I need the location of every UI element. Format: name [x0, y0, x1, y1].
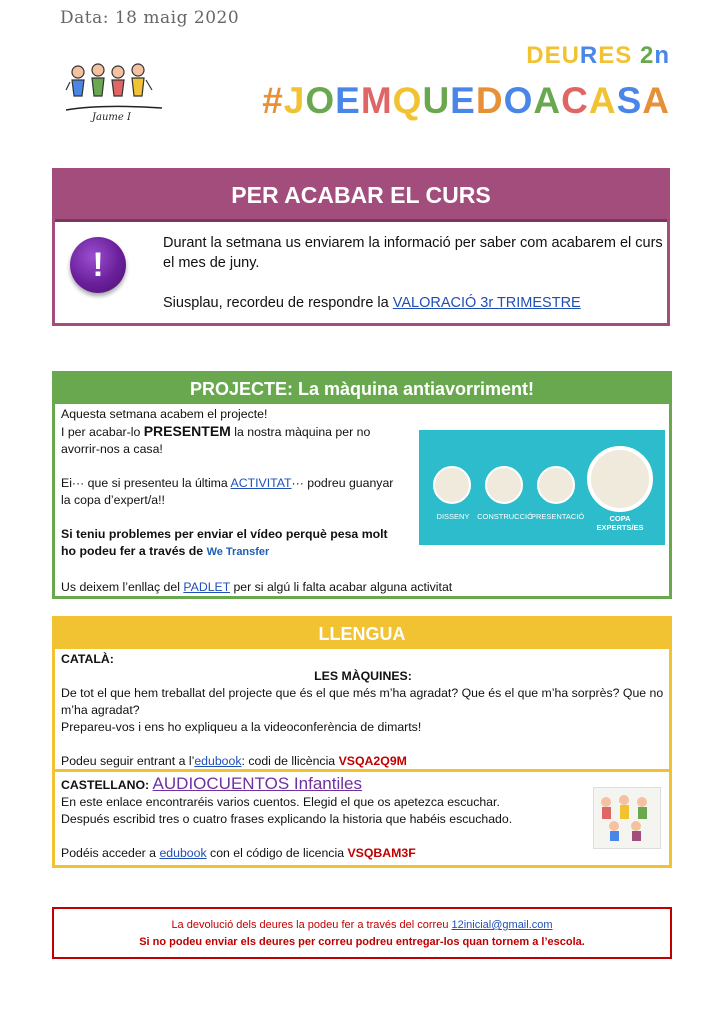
catala-label: CATALÀ: [61, 652, 114, 666]
castellano-heading-line [61, 775, 601, 794]
acabar-curs-heading: PER ACABAR EL CURS [55, 171, 667, 222]
school-logo [62, 60, 168, 126]
valoracio-prefix: Siusplau, recordeu de respondre la [163, 295, 393, 311]
activitat-link[interactable]: ACTIVITAT [230, 476, 292, 490]
exclamation-icon: ! [70, 237, 126, 293]
edubook-link-cat[interactable]: edubook [194, 754, 242, 768]
projecte-line-3b: ··· podreu guanyar la copa d’expert/a!! [61, 476, 394, 507]
deures-letter: E [544, 42, 562, 69]
logo-text: Jaume I [92, 112, 131, 123]
acabar-curs-box [52, 168, 670, 326]
email-link[interactable]: 12inicial@gmail.com [451, 919, 553, 931]
castellano-edubook-prefix: Podéis acceder a [61, 846, 160, 860]
castellano-code-label: con el código de licencia [206, 846, 348, 860]
castellano-licence-code: VSQBAM3F [347, 846, 416, 860]
edubook-link-cast[interactable]: edubook [159, 846, 207, 860]
projecte-box [52, 371, 672, 599]
deures-letter: D [526, 42, 545, 69]
llengua-heading: LLENGUA [55, 619, 669, 649]
hashtag-title [262, 80, 670, 122]
padlet-prefix: Us deixem l’enllaç del [61, 580, 184, 594]
catala-licence-code: VSQA2Q9M [338, 754, 407, 768]
video-icon [537, 466, 575, 504]
hashtag-letter: U [422, 80, 451, 121]
castellano-label: CASTELLANO: [61, 778, 153, 792]
section-divider [55, 769, 669, 772]
footer-line-1-prefix: La devolució dels deures la podeu fer a través del correu [171, 919, 452, 931]
catala-section [61, 651, 665, 770]
footer-box [52, 907, 672, 959]
valoracio-link[interactable]: VALORACIÓ 3r TRIMESTRE [392, 295, 581, 311]
storybook-characters-image [593, 787, 661, 849]
date-label: Data: 18 maig 2020 [60, 8, 240, 28]
deures-letter: R [579, 42, 599, 69]
lightbulb-icon [433, 466, 471, 504]
audiocuentos-link[interactable]: AUDIOCUENTOS Infantiles [152, 774, 362, 793]
valoracio-line [163, 293, 663, 313]
hashtag-letter: C [561, 80, 589, 121]
wetransfer-link[interactable]: We Transfer [206, 546, 270, 558]
deures-title [526, 42, 670, 70]
projecte-line-3 [61, 475, 401, 509]
catala-edubook-line [61, 753, 665, 770]
catala-prep: Prepareu-vos i ens ho expliqueu a la videoconferència de dimarts! [61, 720, 422, 734]
projecte-line-3a: Ei··· que si presenteu la última [61, 476, 231, 490]
hashtag-letter: A [533, 80, 562, 121]
maquines-title: LES MÀQUINES: [314, 669, 412, 683]
step-label: PRESENTACIÓ [531, 512, 585, 521]
hashtag-letter: J [283, 80, 306, 121]
gears-icon [485, 466, 523, 504]
deures-letter [632, 42, 640, 69]
projecte-line-2c: la nostra màquina per no avorrir-nos a casa! [61, 425, 371, 456]
footer-line-1 [54, 917, 670, 934]
hashtag-letter: A [642, 80, 670, 121]
catala-questions: De tot el que hem treballat del projecte que és el que més m’ha agradat? Que és el que m’ha sorprès? Que no m’ha agradat? [61, 686, 664, 717]
acabar-info-text: Durant la setmana us enviarem la informació per saber com acabarem el curs el mes de juny. [163, 235, 663, 271]
llengua-box [52, 616, 672, 868]
hashtag-letter: E [335, 80, 361, 121]
castellano-text-2: Después escribid tres o cuatro frases explicando la historia que habéis escuchado. [61, 812, 513, 826]
acabar-curs-text [163, 233, 663, 313]
hashtag-letter: A [588, 80, 617, 121]
deures-letter: n [654, 42, 670, 69]
projecte-line-2 [61, 423, 401, 458]
hashtag-letter: O [305, 80, 336, 121]
projecte-line-1: Aquesta setmana acabem el projecte! [61, 407, 268, 421]
castellano-edubook-line [61, 845, 601, 862]
projecte-line-4a: Si teniu problemes per enviar el vídeo perquè pesa molt ho podeu fer a través de [61, 527, 388, 558]
hashtag-letter: # [262, 80, 284, 121]
deures-letter: 2 [639, 42, 655, 69]
hashtag-letter: Q [392, 80, 423, 121]
castellano-section [61, 775, 601, 862]
hashtag-letter: D [475, 80, 504, 121]
deures-letter: E [598, 42, 616, 69]
padlet-link[interactable]: PADLET [183, 580, 231, 594]
hashtag-letter: E [450, 80, 476, 121]
projecte-line-2a: I per acabar-lo [61, 425, 144, 439]
deures-letter: U [561, 42, 580, 69]
hashtag-letter: M [360, 80, 393, 121]
deures-letter: S [615, 42, 633, 69]
catala-code-label: : codi de llicència [241, 754, 339, 768]
catala-edubook-prefix: Podeu seguir entrant a l’ [61, 754, 195, 768]
trophy-icon [587, 446, 653, 512]
project-steps-image [419, 430, 665, 545]
step-label: DISSENY [436, 512, 470, 521]
hashtag-letter: O [503, 80, 534, 121]
padlet-line [61, 580, 452, 594]
step-label: COPA EXPERTS/ES [596, 514, 644, 532]
step-label: CONSTRUCCIÓ [477, 512, 533, 521]
presentem-text: PRESENTEM [143, 423, 231, 439]
castellano-text-1: En este enlace encontraréis varios cuentos. Elegid el que os apetezca escuchar. [61, 795, 500, 809]
projecte-text [61, 406, 401, 561]
hashtag-letter: S [616, 80, 643, 121]
padlet-suffix: per si algú li falta acabar alguna activitat [230, 580, 453, 594]
projecte-line-4 [61, 526, 401, 561]
projecte-heading: PROJECTE: La màquina antiavorriment! [55, 374, 669, 404]
footer-line-2: Si no podeu enviar els deures per correu podreu entregar-los quan tornem a l’escola. [139, 936, 585, 948]
